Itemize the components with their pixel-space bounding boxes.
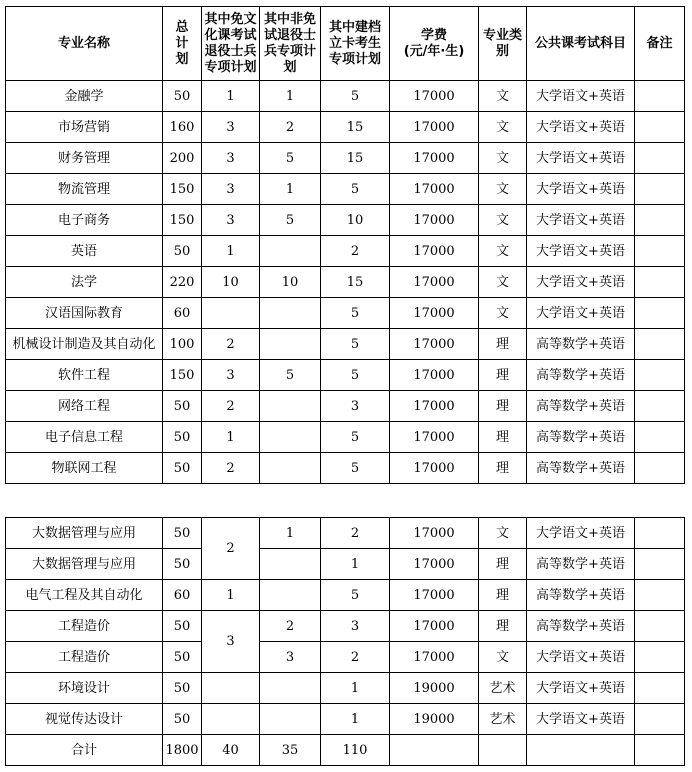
cell-nonfree bbox=[260, 329, 321, 360]
cell-poverty: 5 bbox=[321, 422, 390, 453]
cell-subjects: 高等数学+英语 bbox=[527, 611, 635, 642]
cell-category: 文 bbox=[479, 112, 527, 143]
cell-free: 3 bbox=[202, 360, 260, 391]
cell-poverty: 5 bbox=[321, 580, 390, 611]
cell-free bbox=[202, 673, 260, 704]
cell-free-merged: 2 bbox=[202, 518, 260, 580]
cell-category: 理 bbox=[479, 422, 527, 453]
table-row bbox=[6, 549, 685, 580]
cell-category: 理 bbox=[479, 391, 527, 422]
cell-nonfree: 1 bbox=[260, 81, 321, 112]
cell-empty bbox=[527, 735, 635, 766]
cell-major: 视觉传达设计 bbox=[6, 704, 163, 735]
cell-poverty: 15 bbox=[321, 267, 390, 298]
table-row bbox=[6, 81, 685, 112]
cell-free: 3 bbox=[202, 174, 260, 205]
table-row bbox=[6, 112, 685, 143]
cell-tuition: 17000 bbox=[390, 81, 479, 112]
cell-note bbox=[635, 236, 685, 267]
cell-note bbox=[635, 360, 685, 391]
cell-tuition: 17000 bbox=[390, 580, 479, 611]
cell-nonfree bbox=[260, 704, 321, 735]
cell-total: 50 bbox=[163, 422, 202, 453]
cell-free: 10 bbox=[202, 267, 260, 298]
cell-free: 1 bbox=[202, 580, 260, 611]
table-row bbox=[6, 205, 685, 236]
cell-free: 1 bbox=[202, 422, 260, 453]
cell-free bbox=[202, 704, 260, 735]
table-row bbox=[6, 298, 685, 329]
cell-nonfree: 1 bbox=[260, 174, 321, 205]
table-row bbox=[6, 673, 685, 704]
cell-tuition: 17000 bbox=[390, 143, 479, 174]
total-poverty: 110 bbox=[321, 735, 390, 766]
cell-free: 2 bbox=[202, 391, 260, 422]
cell-poverty: 5 bbox=[321, 329, 390, 360]
cell-note bbox=[635, 298, 685, 329]
cell-note bbox=[635, 81, 685, 112]
cell-poverty: 2 bbox=[321, 236, 390, 267]
table-row bbox=[6, 174, 685, 205]
header-category: 专业类 别 bbox=[479, 7, 527, 81]
header-free-veteran: 其中免文 化课考试 退役士兵 专项计划 bbox=[202, 7, 260, 81]
cell-major: 大数据管理与应用 bbox=[6, 518, 163, 549]
cell-subjects: 大学语文+英语 bbox=[527, 174, 635, 205]
header-total: 总 计 划 bbox=[163, 7, 202, 81]
cell-total: 50 bbox=[163, 611, 202, 642]
cell-tuition: 17000 bbox=[390, 453, 479, 484]
cell-total: 50 bbox=[163, 236, 202, 267]
cell-total: 60 bbox=[163, 580, 202, 611]
cell-major: 市场营销 bbox=[6, 112, 163, 143]
cell-major: 工程造价 bbox=[6, 642, 163, 673]
cell-free: 3 bbox=[202, 143, 260, 174]
cell-note bbox=[635, 704, 685, 735]
cell-category: 理 bbox=[479, 549, 527, 580]
cell-category: 文 bbox=[479, 267, 527, 298]
cell-major: 电子商务 bbox=[6, 205, 163, 236]
total-value: 1800 bbox=[163, 735, 202, 766]
cell-subjects: 高等数学+英语 bbox=[527, 580, 635, 611]
cell-category: 文 bbox=[479, 236, 527, 267]
cell-tuition: 17000 bbox=[390, 422, 479, 453]
cell-nonfree: 3 bbox=[260, 642, 321, 673]
cell-free: 3 bbox=[202, 205, 260, 236]
table-row bbox=[6, 391, 685, 422]
cell-tuition: 17000 bbox=[390, 267, 479, 298]
cell-subjects: 大学语文+英语 bbox=[527, 298, 635, 329]
cell-tuition: 17000 bbox=[390, 329, 479, 360]
cell-poverty: 10 bbox=[321, 205, 390, 236]
cell-poverty: 15 bbox=[321, 143, 390, 174]
table-row bbox=[6, 580, 685, 611]
cell-total: 50 bbox=[163, 704, 202, 735]
cell-category: 艺术 bbox=[479, 673, 527, 704]
cell-poverty: 3 bbox=[321, 611, 390, 642]
table-row bbox=[6, 453, 685, 484]
cell-free: 1 bbox=[202, 236, 260, 267]
cell-nonfree: 5 bbox=[260, 360, 321, 391]
header-subjects: 公共课考试科目 bbox=[527, 7, 635, 81]
cell-category: 文 bbox=[479, 518, 527, 549]
header-note: 备注 bbox=[635, 7, 685, 81]
cell-subjects: 大学语文+英语 bbox=[527, 236, 635, 267]
cell-tuition: 17000 bbox=[390, 360, 479, 391]
cell-nonfree bbox=[260, 549, 321, 580]
cell-poverty: 2 bbox=[321, 642, 390, 673]
cell-nonfree bbox=[260, 236, 321, 267]
cell-poverty: 5 bbox=[321, 174, 390, 205]
cell-note bbox=[635, 518, 685, 549]
header-poverty: 其中建档 立卡考生 专项计划 bbox=[321, 7, 390, 81]
cell-tuition: 17000 bbox=[390, 236, 479, 267]
cell-tuition: 17000 bbox=[390, 518, 479, 549]
cell-subjects: 大学语文+英语 bbox=[527, 704, 635, 735]
cell-category: 文 bbox=[479, 298, 527, 329]
cell-category: 文 bbox=[479, 642, 527, 673]
cell-total: 50 bbox=[163, 549, 202, 580]
cell-poverty: 5 bbox=[321, 81, 390, 112]
cell-category: 文 bbox=[479, 205, 527, 236]
cell-total: 50 bbox=[163, 642, 202, 673]
header-nonfree-veteran: 其中非免 试退役士 兵专项计 划 bbox=[260, 7, 321, 81]
cell-category: 理 bbox=[479, 611, 527, 642]
cell-category: 理 bbox=[479, 580, 527, 611]
table-row bbox=[6, 422, 685, 453]
cell-major: 财务管理 bbox=[6, 143, 163, 174]
cell-nonfree bbox=[260, 298, 321, 329]
header-row bbox=[6, 7, 685, 81]
cell-tuition: 17000 bbox=[390, 549, 479, 580]
cell-category: 理 bbox=[479, 329, 527, 360]
cell-poverty: 15 bbox=[321, 112, 390, 143]
table-row bbox=[6, 143, 685, 174]
header-major: 专业名称 bbox=[6, 7, 163, 81]
cell-total: 220 bbox=[163, 267, 202, 298]
cell-empty bbox=[390, 735, 479, 766]
cell-empty bbox=[479, 735, 527, 766]
total-row bbox=[6, 735, 685, 766]
cell-nonfree bbox=[260, 580, 321, 611]
enrollment-table-main bbox=[5, 6, 685, 484]
cell-major: 工程造价 bbox=[6, 611, 163, 642]
cell-note bbox=[635, 391, 685, 422]
table-row bbox=[6, 518, 685, 549]
cell-tuition: 17000 bbox=[390, 611, 479, 642]
cell-total: 150 bbox=[163, 205, 202, 236]
cell-tuition: 17000 bbox=[390, 174, 479, 205]
cell-subjects: 大学语文+英语 bbox=[527, 112, 635, 143]
cell-nonfree bbox=[260, 673, 321, 704]
cell-subjects: 大学语文+英语 bbox=[527, 205, 635, 236]
cell-major: 机械设计制造及其自动化 bbox=[6, 329, 163, 360]
cell-subjects: 高等数学+英语 bbox=[527, 360, 635, 391]
cell-note bbox=[635, 422, 685, 453]
cell-note bbox=[635, 205, 685, 236]
total-nonfree: 35 bbox=[260, 735, 321, 766]
cell-free: 1 bbox=[202, 81, 260, 112]
cell-total: 160 bbox=[163, 112, 202, 143]
cell-total: 150 bbox=[163, 360, 202, 391]
cell-subjects: 高等数学+英语 bbox=[527, 391, 635, 422]
cell-category: 文 bbox=[479, 81, 527, 112]
cell-poverty: 5 bbox=[321, 453, 390, 484]
cell-empty bbox=[635, 735, 685, 766]
cell-nonfree: 1 bbox=[260, 518, 321, 549]
table-row bbox=[6, 611, 685, 642]
table-row bbox=[6, 329, 685, 360]
cell-total: 60 bbox=[163, 298, 202, 329]
cell-subjects: 大学语文+英语 bbox=[527, 267, 635, 298]
table-row bbox=[6, 642, 685, 673]
table-row bbox=[6, 267, 685, 298]
cell-major: 物流管理 bbox=[6, 174, 163, 205]
cell-note bbox=[635, 642, 685, 673]
cell-nonfree: 2 bbox=[260, 112, 321, 143]
cell-major: 网络工程 bbox=[6, 391, 163, 422]
cell-note bbox=[635, 143, 685, 174]
cell-major: 电气工程及其自动化 bbox=[6, 580, 163, 611]
cell-tuition: 17000 bbox=[390, 391, 479, 422]
table-row bbox=[6, 236, 685, 267]
cell-subjects: 高等数学+英语 bbox=[527, 422, 635, 453]
cell-category: 理 bbox=[479, 360, 527, 391]
cell-poverty: 5 bbox=[321, 360, 390, 391]
cell-major: 法学 bbox=[6, 267, 163, 298]
cell-total: 50 bbox=[163, 391, 202, 422]
cell-subjects: 大学语文+英语 bbox=[527, 642, 635, 673]
cell-note bbox=[635, 673, 685, 704]
cell-category: 理 bbox=[479, 453, 527, 484]
total-label: 合计 bbox=[6, 735, 163, 766]
cell-major: 大数据管理与应用 bbox=[6, 549, 163, 580]
cell-category: 艺术 bbox=[479, 704, 527, 735]
cell-total: 50 bbox=[163, 81, 202, 112]
cell-tuition: 17000 bbox=[390, 205, 479, 236]
cell-poverty: 1 bbox=[321, 673, 390, 704]
cell-tuition: 17000 bbox=[390, 642, 479, 673]
cell-note bbox=[635, 611, 685, 642]
cell-subjects: 高等数学+英语 bbox=[527, 453, 635, 484]
cell-subjects: 大学语文+英语 bbox=[527, 143, 635, 174]
cell-major: 电子信息工程 bbox=[6, 422, 163, 453]
cell-note bbox=[635, 174, 685, 205]
cell-subjects: 高等数学+英语 bbox=[527, 549, 635, 580]
cell-tuition: 17000 bbox=[390, 112, 479, 143]
enrollment-table-secondary bbox=[5, 517, 685, 766]
total-free: 40 bbox=[202, 735, 260, 766]
cell-nonfree bbox=[260, 453, 321, 484]
cell-nonfree bbox=[260, 391, 321, 422]
cell-subjects: 高等数学+英语 bbox=[527, 329, 635, 360]
header-tuition: 学费 (元/年·生) bbox=[390, 7, 479, 81]
cell-subjects: 大学语文+英语 bbox=[527, 673, 635, 704]
cell-total: 50 bbox=[163, 673, 202, 704]
cell-free: 2 bbox=[202, 329, 260, 360]
cell-tuition: 17000 bbox=[390, 298, 479, 329]
table-row bbox=[6, 360, 685, 391]
cell-total: 50 bbox=[163, 453, 202, 484]
cell-note bbox=[635, 329, 685, 360]
cell-note bbox=[635, 453, 685, 484]
cell-subjects: 大学语文+英语 bbox=[527, 518, 635, 549]
cell-note bbox=[635, 112, 685, 143]
cell-category: 文 bbox=[479, 143, 527, 174]
cell-major: 环境设计 bbox=[6, 673, 163, 704]
cell-total: 200 bbox=[163, 143, 202, 174]
cell-note bbox=[635, 580, 685, 611]
cell-nonfree: 5 bbox=[260, 205, 321, 236]
cell-total: 100 bbox=[163, 329, 202, 360]
cell-nonfree: 2 bbox=[260, 611, 321, 642]
cell-major: 英语 bbox=[6, 236, 163, 267]
cell-major: 物联网工程 bbox=[6, 453, 163, 484]
cell-major: 金融学 bbox=[6, 81, 163, 112]
cell-major: 汉语国际教育 bbox=[6, 298, 163, 329]
cell-category: 文 bbox=[479, 174, 527, 205]
cell-major: 软件工程 bbox=[6, 360, 163, 391]
cell-free bbox=[202, 298, 260, 329]
cell-tuition: 19000 bbox=[390, 673, 479, 704]
cell-nonfree: 5 bbox=[260, 143, 321, 174]
cell-free: 3 bbox=[202, 112, 260, 143]
cell-nonfree: 10 bbox=[260, 267, 321, 298]
cell-nonfree bbox=[260, 422, 321, 453]
table-row bbox=[6, 704, 685, 735]
cell-note bbox=[635, 549, 685, 580]
cell-poverty: 5 bbox=[321, 298, 390, 329]
cell-free-merged: 3 bbox=[202, 611, 260, 673]
cell-poverty: 1 bbox=[321, 549, 390, 580]
cell-note bbox=[635, 267, 685, 298]
cell-total: 150 bbox=[163, 174, 202, 205]
cell-tuition: 19000 bbox=[390, 704, 479, 735]
cell-poverty: 2 bbox=[321, 518, 390, 549]
cell-poverty: 1 bbox=[321, 704, 390, 735]
cell-free: 2 bbox=[202, 453, 260, 484]
cell-subjects: 大学语文+英语 bbox=[527, 81, 635, 112]
cell-total: 50 bbox=[163, 518, 202, 549]
cell-poverty: 3 bbox=[321, 391, 390, 422]
